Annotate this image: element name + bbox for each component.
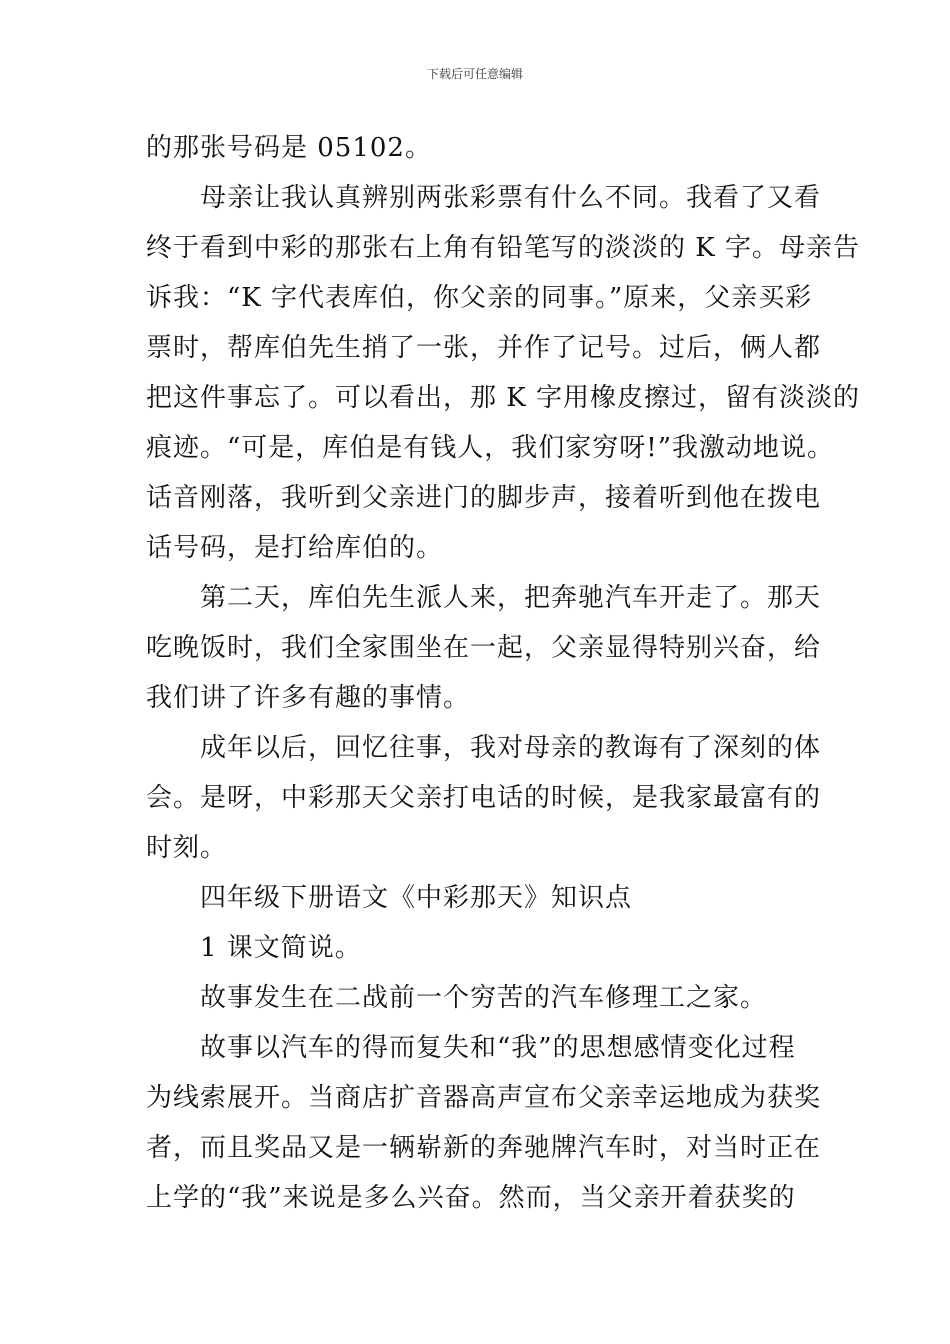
text-line: 话号码，是打给库伯的。	[146, 533, 444, 563]
text-line: 的那张号码是 05102。	[146, 133, 432, 163]
text-line: 为线索展开。当商店扩音器高声宣布父亲幸运地成为获奖	[146, 1083, 822, 1113]
text-line: 诉我：“K 字代表库伯，你父亲的同事。”原来，父亲买彩	[146, 283, 813, 313]
text-line: 痕迹。“可是，库伯是有钱人，我们家穷呀!”我激动地说。	[146, 433, 835, 463]
text-line: 话音刚落，我听到父亲进门的脚步声，接着听到他在拨电	[146, 483, 822, 513]
page-header: 下载后可任意编辑	[426, 67, 523, 81]
text-line: 终于看到中彩的那张右上角有铅笔写的淡淡的 K 字。母亲告	[146, 233, 860, 263]
text-line: 上学的“我”来说是多么兴奋。然而，当父亲开着获奖的	[146, 1183, 796, 1213]
text-line: 会。是呀，中彩那天父亲打电话的时候，是我家最富有的	[146, 783, 822, 813]
paragraph-line: 成年以后，回忆往事，我对母亲的教诲有了深刻的体	[200, 733, 822, 763]
text-line: 时刻。	[146, 833, 228, 863]
paragraph-line: 故事以汽车的得而复失和“我”的思想感情变化过程	[200, 1033, 796, 1063]
text-line: 吃晚饭时，我们全家围坐在一起，父亲显得特别兴奋，给	[146, 633, 822, 663]
paragraph-line: 故事发生在二战前一个穷苦的汽车修理工之家。	[200, 983, 768, 1013]
text-line: 票时，帮库伯先生捎了一张，并作了记号。过后，俩人都	[146, 333, 822, 363]
text-line: 者，而且奖品又是一辆崭新的奔驰牌汽车时，对当时正在	[146, 1133, 822, 1163]
paragraph-line: 第二天，库伯先生派人来，把奔驰汽车开走了。那天	[200, 583, 822, 613]
subsection-heading: 1 课文简说。	[200, 933, 362, 963]
text-line: 我们讲了许多有趣的事情。	[146, 683, 471, 713]
section-heading: 四年级下册语文《中彩那天》知识点	[200, 883, 633, 913]
document-body	[146, 123, 860, 1223]
text-line: 把这件事忘了。可以看出，那 K 字用橡皮擦过，留有淡淡的	[146, 383, 860, 413]
paragraph-line: 母亲让我认真辨别两张彩票有什么不同。我看了又看	[200, 183, 822, 213]
